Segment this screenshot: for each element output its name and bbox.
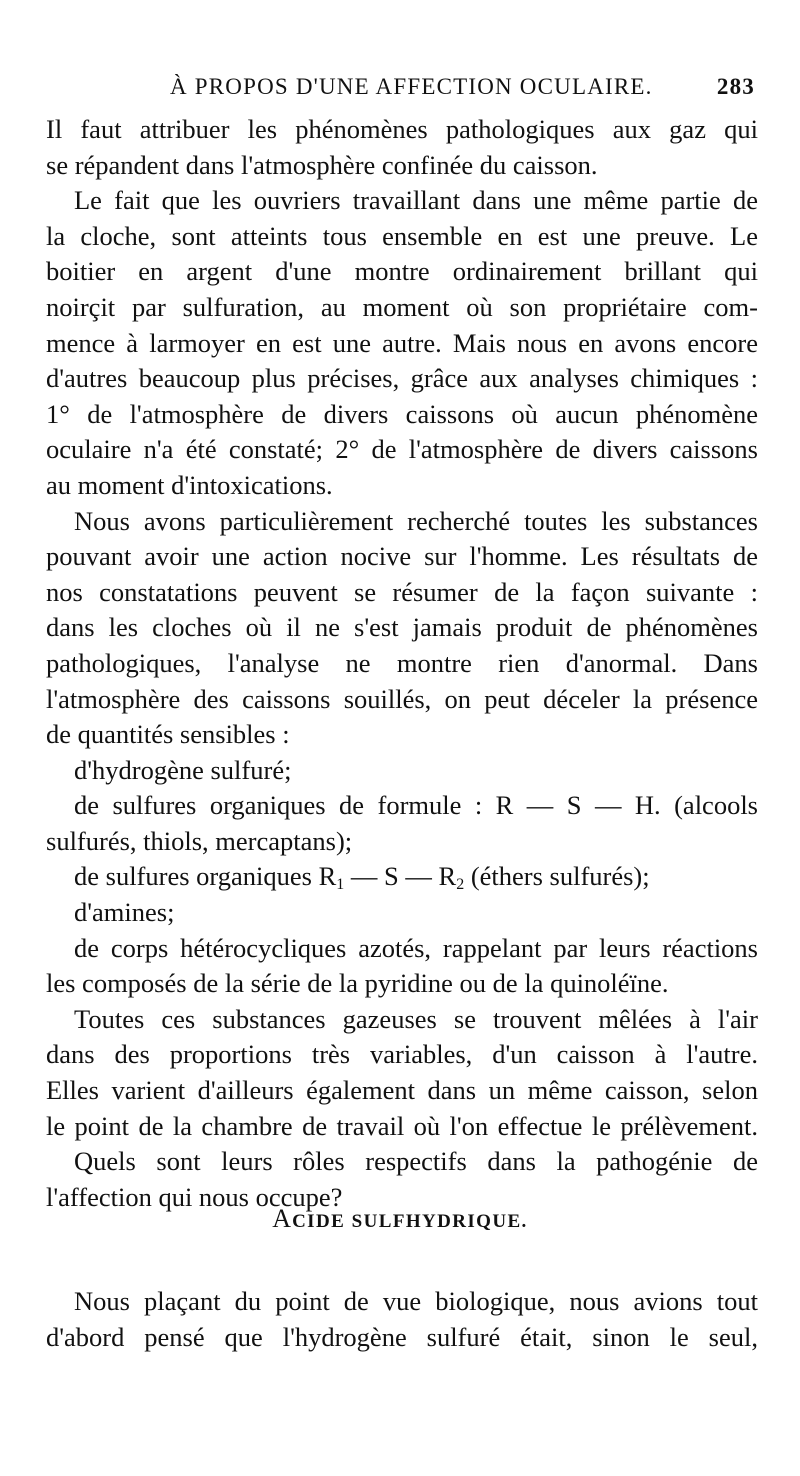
text-line: nos constatations peuvent se résumer de la façon suivante : <box>46 576 758 607</box>
text-line: Il faut attribuer les phénomènes pathologiques aux gaz qui <box>46 114 758 144</box>
text-line: au moment d'intoxications. <box>46 469 333 500</box>
text-line: d'amines; <box>74 897 175 928</box>
text-line: Nous avons particulièrement recherché toutes les substances <box>74 505 758 536</box>
text-line: 1° de l'atmosphère de divers caissons où aucun phénomène <box>46 398 758 429</box>
heading-word-2: SULFHYDRIQUE. <box>351 1211 528 1232</box>
text-line: noirçit par sulfuration, au moment où son propriétaire com- <box>46 291 758 322</box>
subscript-2: 2 <box>456 876 465 894</box>
text-line: pathologiques, l'analyse ne montre rien d'anormal. Dans <box>46 647 758 678</box>
text-line: boitier en argent d'une montre ordinairement brillant qui <box>46 256 758 287</box>
text-line: la cloche, sont atteints tous ensemble en est une preuve. Le <box>46 220 758 251</box>
section-body <box>46 1284 758 1355</box>
section-heading <box>0 1204 800 1234</box>
text-line: dans les cloches où il ne s'est jamais produit de phénomènes <box>46 612 758 643</box>
text-line: l'atmosphère des caissons souillés, on peut déceler la présence <box>46 683 758 714</box>
text-line: sulfurés, thiols, mercaptans); <box>46 825 353 856</box>
text-line: Elles varient d'ailleurs également dans un même caisson, selon <box>46 1075 758 1106</box>
heading-initial: A <box>272 1204 293 1233</box>
text-line: Nous plaçant du point de vue biologique, nous avions tout <box>74 1286 758 1316</box>
text-line: oculaire n'a été constaté; 2° de l'atmosphère de divers caissons <box>46 434 758 465</box>
text-line: l'affection qui nous occupe? <box>46 1181 343 1212</box>
text-line: d'autres beaucoup plus précises, grâce aux analyses chimiques : <box>46 363 758 394</box>
formula-end: (éthers sulfurés); <box>464 861 650 892</box>
text-line: d'hydrogène sulfuré; <box>74 754 292 785</box>
text-line: d'abord pensé que l'hydrogène sulfuré était, sinon le seul, <box>46 1321 758 1352</box>
page-header <box>50 74 755 108</box>
body-text <box>46 112 758 1215</box>
text-line: de corps hétérocycliques azotés, rappelant par leurs réactions <box>74 932 758 963</box>
text-line: les composés de la série de la pyridine ou de la quinoléïne. <box>46 968 669 999</box>
formula-line <box>46 859 758 895</box>
formula-prefix: de sulfures organiques R <box>74 861 337 892</box>
text-line: Quels sont leurs rôles respectifs dans la pathogénie de <box>74 1146 758 1177</box>
text-line: le point de la chambre de travail où l'on effectue le prélèvement. <box>46 1110 758 1141</box>
text-line: mence à larmoyer en est une autre. Mais nous en avons encore <box>46 327 758 358</box>
heading-word-1: CIDE <box>292 1211 346 1232</box>
text-line: de sulfures organiques de formule : R — S — H. (alcools <box>74 790 758 821</box>
text-line: se répandent dans l'atmosphère confinée du caisson. <box>46 149 598 180</box>
subscript-1: 1 <box>336 876 345 894</box>
formula-middle: — S — R <box>344 861 457 892</box>
running-title: À PROPOS D'UNE AFFECTION OCULAIRE. <box>170 74 653 99</box>
text-line: Le fait que les ouvriers travaillant dans une même partie de <box>74 185 758 216</box>
page-number: 283 <box>716 74 755 99</box>
text-line: dans des proportions très variables, d'un caisson à l'autre. <box>46 1039 758 1070</box>
text-line: de quantités sensibles : <box>46 719 290 750</box>
text-line: Toutes ces substances gazeuses se trouvent mêlées à l'air <box>74 1003 758 1034</box>
text-line: pouvant avoir une action nocive sur l'homme. Les résultats de <box>46 541 758 572</box>
